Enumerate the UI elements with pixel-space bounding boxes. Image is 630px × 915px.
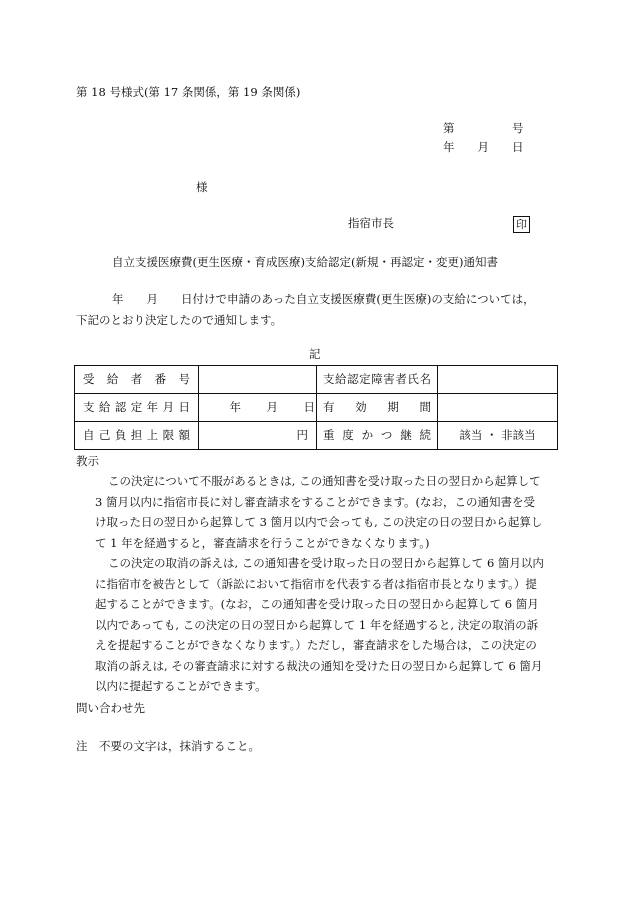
copay-limit-yen: 円 — [199, 422, 317, 450]
seal-stamp: 印 — [513, 216, 530, 233]
date-year: 年 — [229, 399, 241, 414]
date-month: 月 — [266, 399, 278, 414]
recipient-number-value — [199, 366, 317, 394]
issue-date: 年 月 日 — [443, 140, 524, 154]
kyoji-line: 以内に提起することができます。 — [95, 679, 267, 693]
document-title: 自立支援医療費(更生医療・育成医療)支給認定(新規・再認定・変更)通知書 — [112, 255, 498, 269]
certified-person-name-value — [438, 366, 558, 394]
addressee-suffix: 様 — [196, 180, 208, 194]
kyoji-heading: 教示 — [76, 454, 99, 468]
kyoji-line: 3 箇月以内に指宿市長に対し審査請求をすることができます。(なお，この通知書を受 — [95, 494, 536, 509]
ki-heading: 記 — [309, 347, 321, 361]
validity-period-label: 有効期間 — [317, 394, 438, 422]
certification-date-label: 支給認定年月日 — [75, 394, 199, 422]
severe-continuous-label: 重度かつ継続 — [317, 422, 438, 450]
decision-table — [74, 365, 558, 450]
kyoji-line: に指宿市を被告として（訴訟において指宿市を代表する者は指宿市長となります。）提 — [95, 576, 537, 591]
intro-line-1: 年 月 日付けで申請のあった自立支援医療費(更生医療)の支給については， — [112, 292, 535, 306]
footnote: 注 不要の文字は，抹消すること。 — [76, 739, 260, 753]
kyoji-line: け取った日の翌日から起算して 3 箇月以内で会っても, この決定の日の翌日から起算し — [95, 515, 543, 529]
table-row — [75, 394, 558, 422]
kyoji-line: 以内であっても, この決定の日の翌日から起算して 1 年を経過すると, 決定の取消の訴 — [95, 617, 539, 632]
kyoji-line: この決定の取消の訴えは, この通知書を受け取った日の翌日から起算して 6 箇月以内 — [108, 556, 544, 570]
contact-heading: 問い合わせ先 — [76, 701, 145, 715]
table-row — [75, 422, 558, 450]
document-number: 第 号 — [443, 121, 524, 135]
severe-continuous-value: 該当 ・ 非該当 — [438, 422, 558, 450]
kyoji-line: て 1 年を経過すると，審査請求を行うことができなくなります。) — [95, 535, 430, 550]
certified-person-name-label: 支給認定障害者氏名 — [317, 366, 438, 394]
table-row — [75, 366, 558, 394]
date-day: 日 — [303, 399, 315, 414]
intro-line-2: 下記のとおり決定したので通知します。 — [76, 313, 283, 327]
kyoji-line: この決定について不服があるときは, この通知書を受け取った日の翌日から起算して — [108, 474, 541, 488]
copay-limit-label: 自己負担上限額 — [75, 422, 199, 450]
kyoji-line: 起することができます。(なお，この通知書を受け取った日の翌日から起算して 6 箇月 — [95, 597, 539, 611]
certification-date-value — [199, 394, 317, 422]
form-number: 第 18 号様式(第 17 条関係，第 19 条関係) — [76, 85, 301, 99]
kyoji-line: 取消の訴えは, その審査請求に対する裁決の通知を受けた日の翌日から起算して 6 箇月 — [95, 658, 543, 673]
kyoji-body — [0, 471, 544, 697]
validity-period-value — [438, 394, 558, 422]
issuer-name: 指宿市長 — [348, 216, 394, 230]
kyoji-line: えを提起することができなくなります。）ただし，審査請求をした場合は，この決定の — [95, 638, 537, 652]
recipient-number-label: 受給者番号 — [75, 366, 199, 394]
